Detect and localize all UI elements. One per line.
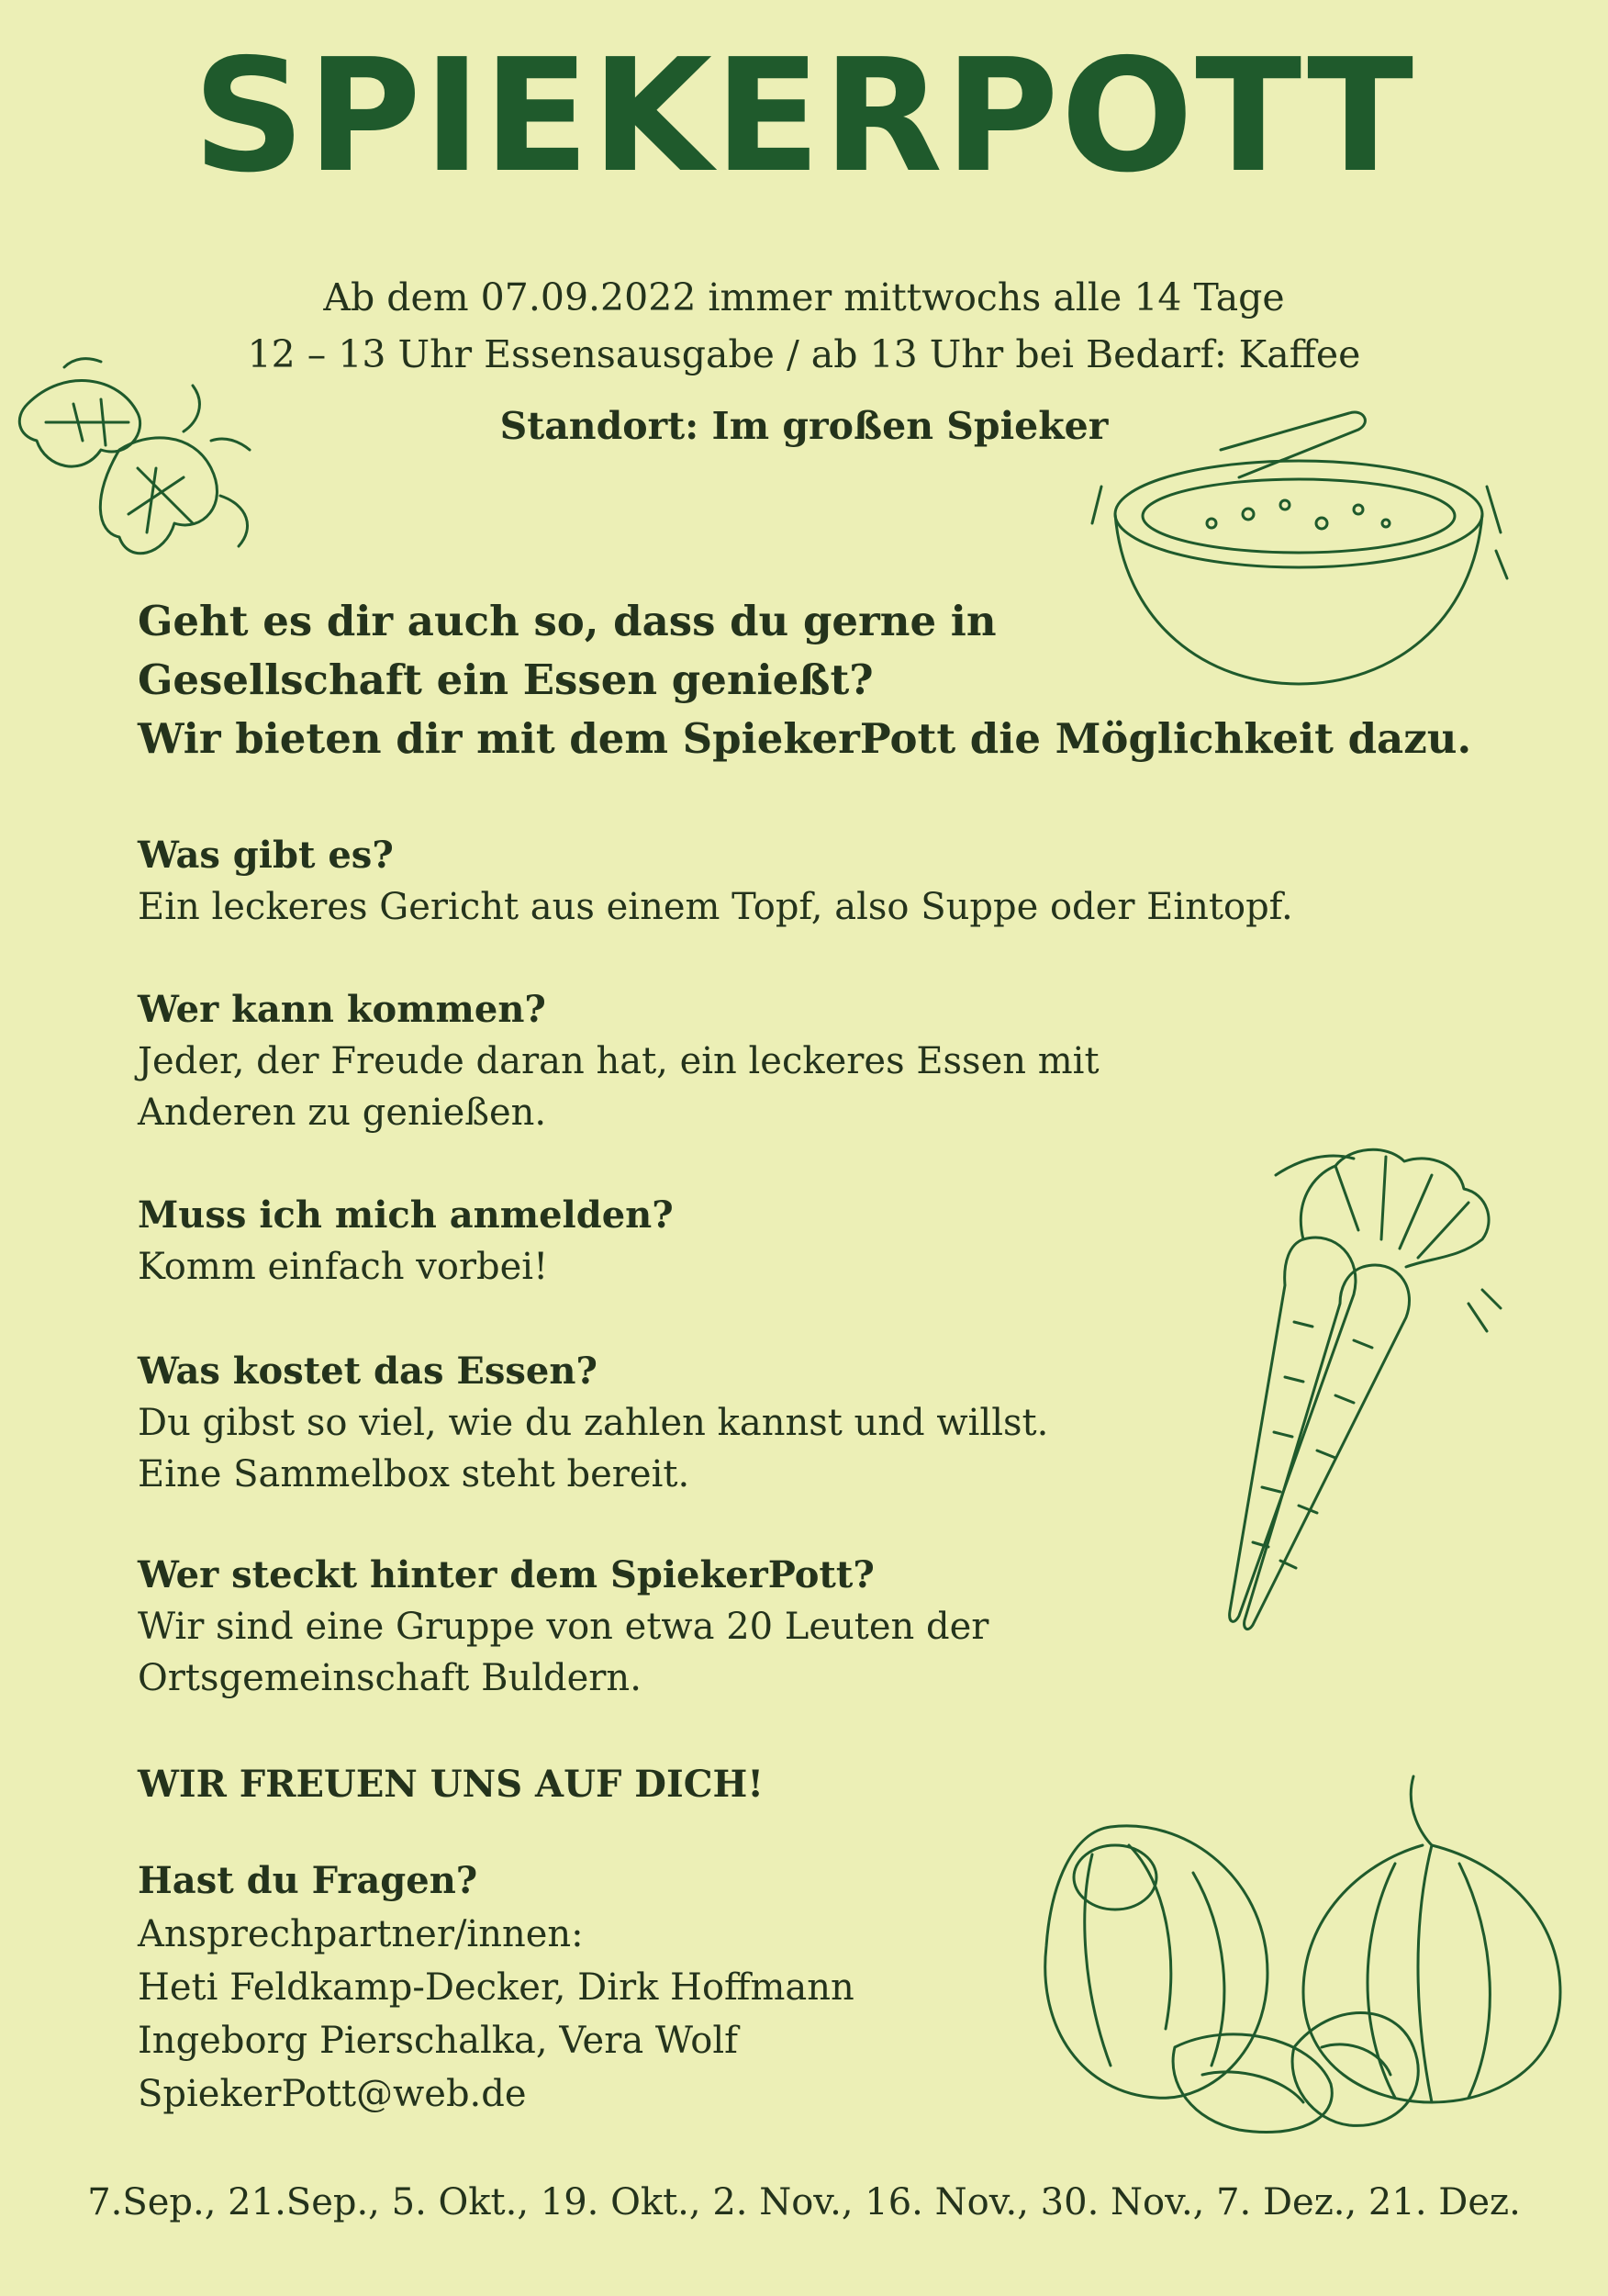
faq-question: Wer steckt hinter dem SpiekerPott? bbox=[138, 1553, 875, 1596]
faq-item bbox=[138, 1346, 1331, 1500]
intro-line-1: Geht es dir auch so, dass du gerne in bbox=[138, 597, 997, 645]
schedule-line: Ab dem 07.09.2022 immer mittwochs alle 14 Tage bbox=[323, 275, 1285, 319]
faq-answer-cont: Ortsgemeinschaft Buldern. bbox=[138, 1657, 642, 1699]
faq-item bbox=[138, 830, 1331, 933]
faq-answer: Jeder, der Freude daran hat, ein leckeres Essen mit bbox=[138, 1040, 1100, 1082]
contact-heading: Hast du Fragen? bbox=[138, 1859, 478, 1902]
intro-line-2: Gesellschaft ein Essen genießt? bbox=[138, 655, 874, 704]
faq-question: Was kostet das Essen? bbox=[138, 1350, 597, 1393]
faq-answer-cont: Eine Sammelbox steht bereit. bbox=[138, 1453, 690, 1495]
faq-answer: Ein leckeres Gericht aus einem Topf, also Suppe oder Eintopf. bbox=[138, 886, 1293, 928]
intro-line-3: Wir bieten dir mit dem SpiekerPott die Möglichkeit dazu. bbox=[138, 714, 1472, 763]
faq-answer: Komm einfach vorbei! bbox=[138, 1246, 549, 1288]
faq-question: Wer kann kommen? bbox=[138, 988, 546, 1031]
faq-question: Was gibt es? bbox=[138, 834, 394, 877]
faq-item bbox=[138, 984, 1331, 1138]
contact-names-1: Heti Feldkamp-Decker, Dirk Hoffmann bbox=[138, 1966, 854, 2009]
times-line: 12 – 13 Uhr Essensausgabe / ab 13 Uhr bei Bedarf: Kaffee bbox=[247, 332, 1361, 376]
faq-question: Muss ich mich anmelden? bbox=[138, 1193, 674, 1237]
faq-item bbox=[138, 1550, 1331, 1704]
contact-names-2: Ingeborg Pierschalka, Vera Wolf bbox=[138, 2020, 738, 2062]
location-line: Standort: Im großen Spieker bbox=[499, 404, 1109, 448]
intro-text bbox=[138, 592, 1514, 768]
contact-email: SpiekerPott@web.de bbox=[138, 2073, 527, 2115]
faq-answer: Wir sind eine Gruppe von etwa 20 Leuten der bbox=[138, 1606, 989, 1648]
faq-answer-cont: Anderen zu genießen. bbox=[138, 1092, 547, 1134]
dates-list: 7.Sep., 21.Sep., 5. Okt., 19. Okt., 2. Nov., 16. Nov., 30. Nov., 7. Dez., 21. Dez. bbox=[87, 2181, 1521, 2223]
page-title: SPIEKERPOTT bbox=[192, 26, 1416, 207]
faq-item bbox=[138, 1190, 1331, 1293]
parsley-icon bbox=[9, 349, 275, 578]
carrots-icon bbox=[1166, 1138, 1533, 1634]
garlic-icon bbox=[1028, 1772, 1579, 2157]
faq-answer: Du gibst so viel, wie du zahlen kannst und willst. bbox=[138, 1402, 1049, 1444]
closing-text: WIR FREUEN UNS AUF DICH! bbox=[138, 1763, 764, 1806]
contact-label: Ansprechpartner/innen: bbox=[138, 1913, 584, 1955]
